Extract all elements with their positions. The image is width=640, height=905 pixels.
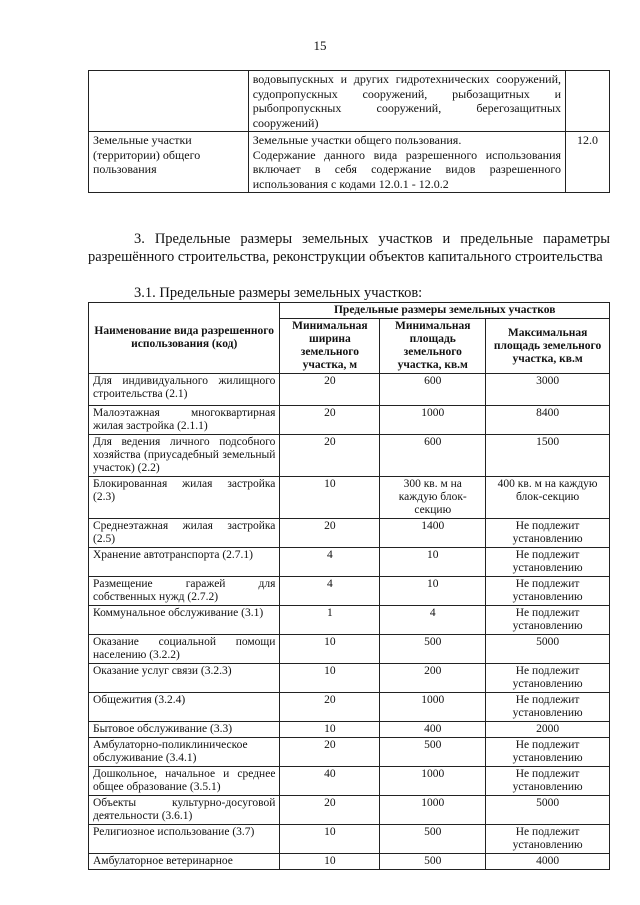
table-row <box>89 577 610 606</box>
min-width-cell: 10 <box>280 854 380 870</box>
header-min-area: Минимальная площадь земельного участка, кв.м <box>380 319 486 374</box>
max-area-cell: Не подлежит установлению <box>486 738 610 767</box>
header-max-area: Максимальная площадь земельного участка, кв.м <box>486 319 610 374</box>
permitted-use-table-continuation <box>88 70 610 193</box>
subsection-heading: 3.1. Предельные размеры земельных участков: <box>134 285 423 301</box>
min-width-cell: 20 <box>280 435 380 477</box>
header-use-name: Наименование вида разрешенного использования (код) <box>89 303 280 374</box>
table-row <box>89 664 610 693</box>
max-area-cell: Не подлежит установлению <box>486 519 610 548</box>
use-name-cell: Среднеэтажная жилая застройка (2.5) <box>89 519 280 548</box>
min-area-cell: 1000 <box>380 767 486 796</box>
max-area-cell: Не подлежит установлению <box>486 825 610 854</box>
table-row <box>89 374 610 406</box>
min-width-cell: 10 <box>280 635 380 664</box>
min-width-cell: 20 <box>280 519 380 548</box>
table-row <box>89 132 610 193</box>
use-name-cell: Оказание услуг связи (3.2.3) <box>89 664 280 693</box>
min-area-cell: 1400 <box>380 519 486 548</box>
min-area-cell: 600 <box>380 374 486 406</box>
max-area-cell: 400 кв. м на каждую блок-секцию <box>486 477 610 519</box>
use-name-cell: Для индивидуального жилищного строительства (2.1) <box>89 374 280 406</box>
min-area-cell: 500 <box>380 825 486 854</box>
page-number: 15 <box>313 38 327 53</box>
use-name-cell: Малоэтажная многоквартирная жилая застройка (2.1.1) <box>89 406 280 435</box>
table-row <box>89 825 610 854</box>
table-row <box>89 854 610 870</box>
table-row <box>89 722 610 738</box>
min-width-cell: 40 <box>280 767 380 796</box>
min-width-cell: 20 <box>280 738 380 767</box>
min-width-cell: 20 <box>280 406 380 435</box>
use-name-cell: Амбулаторное ветеринарное <box>89 854 280 870</box>
use-name-cell: Размещение гаражей для собственных нужд (2.7.2) <box>89 577 280 606</box>
header-min-width: Минимальная ширина земельного участка, м <box>280 319 380 374</box>
min-area-cell: 500 <box>380 738 486 767</box>
min-area-cell: 200 <box>380 664 486 693</box>
min-width-cell: 20 <box>280 796 380 825</box>
max-area-cell: 3000 <box>486 374 610 406</box>
min-area-cell: 400 <box>380 722 486 738</box>
header-group-title: Предельные размеры земельных участков <box>280 303 610 319</box>
max-area-cell: 4000 <box>486 854 610 870</box>
use-description-line1: Земельные участки общего пользования. <box>252 133 462 147</box>
table-row <box>89 796 610 825</box>
use-description-cell <box>248 132 565 193</box>
use-name-cell: Бытовое обслуживание (3.3) <box>89 722 280 738</box>
min-area-cell: 500 <box>380 635 486 664</box>
use-description-line2: Содержание данного вида разрешенного использования включает в себя содержание видов разрешенного использования с кодами 12.0.1 - 12.0.2 <box>252 147 562 191</box>
table-row <box>89 548 610 577</box>
table-cell <box>89 71 249 132</box>
min-area-cell: 4 <box>380 606 486 635</box>
min-area-cell: 1000 <box>380 796 486 825</box>
min-area-cell: 1000 <box>380 406 486 435</box>
max-area-cell: Не подлежит установлению <box>486 767 610 796</box>
table-row <box>89 406 610 435</box>
min-width-cell: 10 <box>280 722 380 738</box>
table-body <box>89 374 610 870</box>
use-name-cell: Религиозное использование (3.7) <box>89 825 280 854</box>
use-name-cell: Для ведения личного подсобного хозяйства (приусадебный земельный участок) (2.2) <box>89 435 280 477</box>
use-name-cell: Амбулаторно-поликлиническое обслуживание (3.4.1) <box>89 738 280 767</box>
table-row <box>89 71 610 132</box>
table-row <box>89 477 610 519</box>
use-name-cell: Хранение автотранспорта (2.7.1) <box>89 548 280 577</box>
use-name-cell: Объекты культурно-досуговой деятельности (3.6.1) <box>89 796 280 825</box>
use-name-cell: Общежития (3.2.4) <box>89 693 280 722</box>
use-code-cell: 12.0 <box>566 132 610 193</box>
max-area-cell: Не подлежит установлению <box>486 693 610 722</box>
min-width-cell: 10 <box>280 477 380 519</box>
min-area-cell: 1000 <box>380 693 486 722</box>
continuation-text: водовыпускных и других гидротехнических сооружений, судопропускных сооружений, рыбозащитных и рыбопропускных сооружений, берегозащитных сооружений) <box>248 71 565 132</box>
use-name-cell: Оказание социальной помощи населению (3.2.2) <box>89 635 280 664</box>
use-name-cell: Дошкольное, начальное и среднее общее образование (3.5.1) <box>89 767 280 796</box>
min-area-cell: 10 <box>380 548 486 577</box>
min-area-cell: 10 <box>380 577 486 606</box>
table-header-row <box>89 303 610 319</box>
max-area-cell: 5000 <box>486 796 610 825</box>
table-row <box>89 767 610 796</box>
min-width-cell: 10 <box>280 825 380 854</box>
max-area-cell: Не подлежит установлению <box>486 577 610 606</box>
min-width-cell: 20 <box>280 693 380 722</box>
min-width-cell: 10 <box>280 664 380 693</box>
min-width-cell: 4 <box>280 577 380 606</box>
min-area-cell: 600 <box>380 435 486 477</box>
table-row <box>89 693 610 722</box>
table-row <box>89 635 610 664</box>
table-row <box>89 435 610 477</box>
land-plot-size-table <box>88 302 610 870</box>
min-area-cell: 500 <box>380 854 486 870</box>
table-row <box>89 606 610 635</box>
table-row <box>89 519 610 548</box>
table-row <box>89 738 610 767</box>
use-name-cell: Земельные участки (территории) общего пользования <box>89 132 249 193</box>
section-heading: 3. Предельные размеры земельных участков и предельные параметры разрешённого строительства, реконструкции объектов капитального строительства <box>88 231 610 265</box>
max-area-cell: 1500 <box>486 435 610 477</box>
max-area-cell: 5000 <box>486 635 610 664</box>
max-area-cell: Не подлежит установлению <box>486 548 610 577</box>
max-area-cell: 8400 <box>486 406 610 435</box>
max-area-cell: Не подлежит установлению <box>486 606 610 635</box>
min-area-cell: 300 кв. м на каждую блок-секцию <box>380 477 486 519</box>
max-area-cell: 2000 <box>486 722 610 738</box>
max-area-cell: Не подлежит установлению <box>486 664 610 693</box>
min-width-cell: 1 <box>280 606 380 635</box>
use-name-cell: Блокированная жилая застройка (2.3) <box>89 477 280 519</box>
min-width-cell: 4 <box>280 548 380 577</box>
use-name-cell: Коммунальное обслуживание (3.1) <box>89 606 280 635</box>
table-cell <box>566 71 610 132</box>
min-width-cell: 20 <box>280 374 380 406</box>
